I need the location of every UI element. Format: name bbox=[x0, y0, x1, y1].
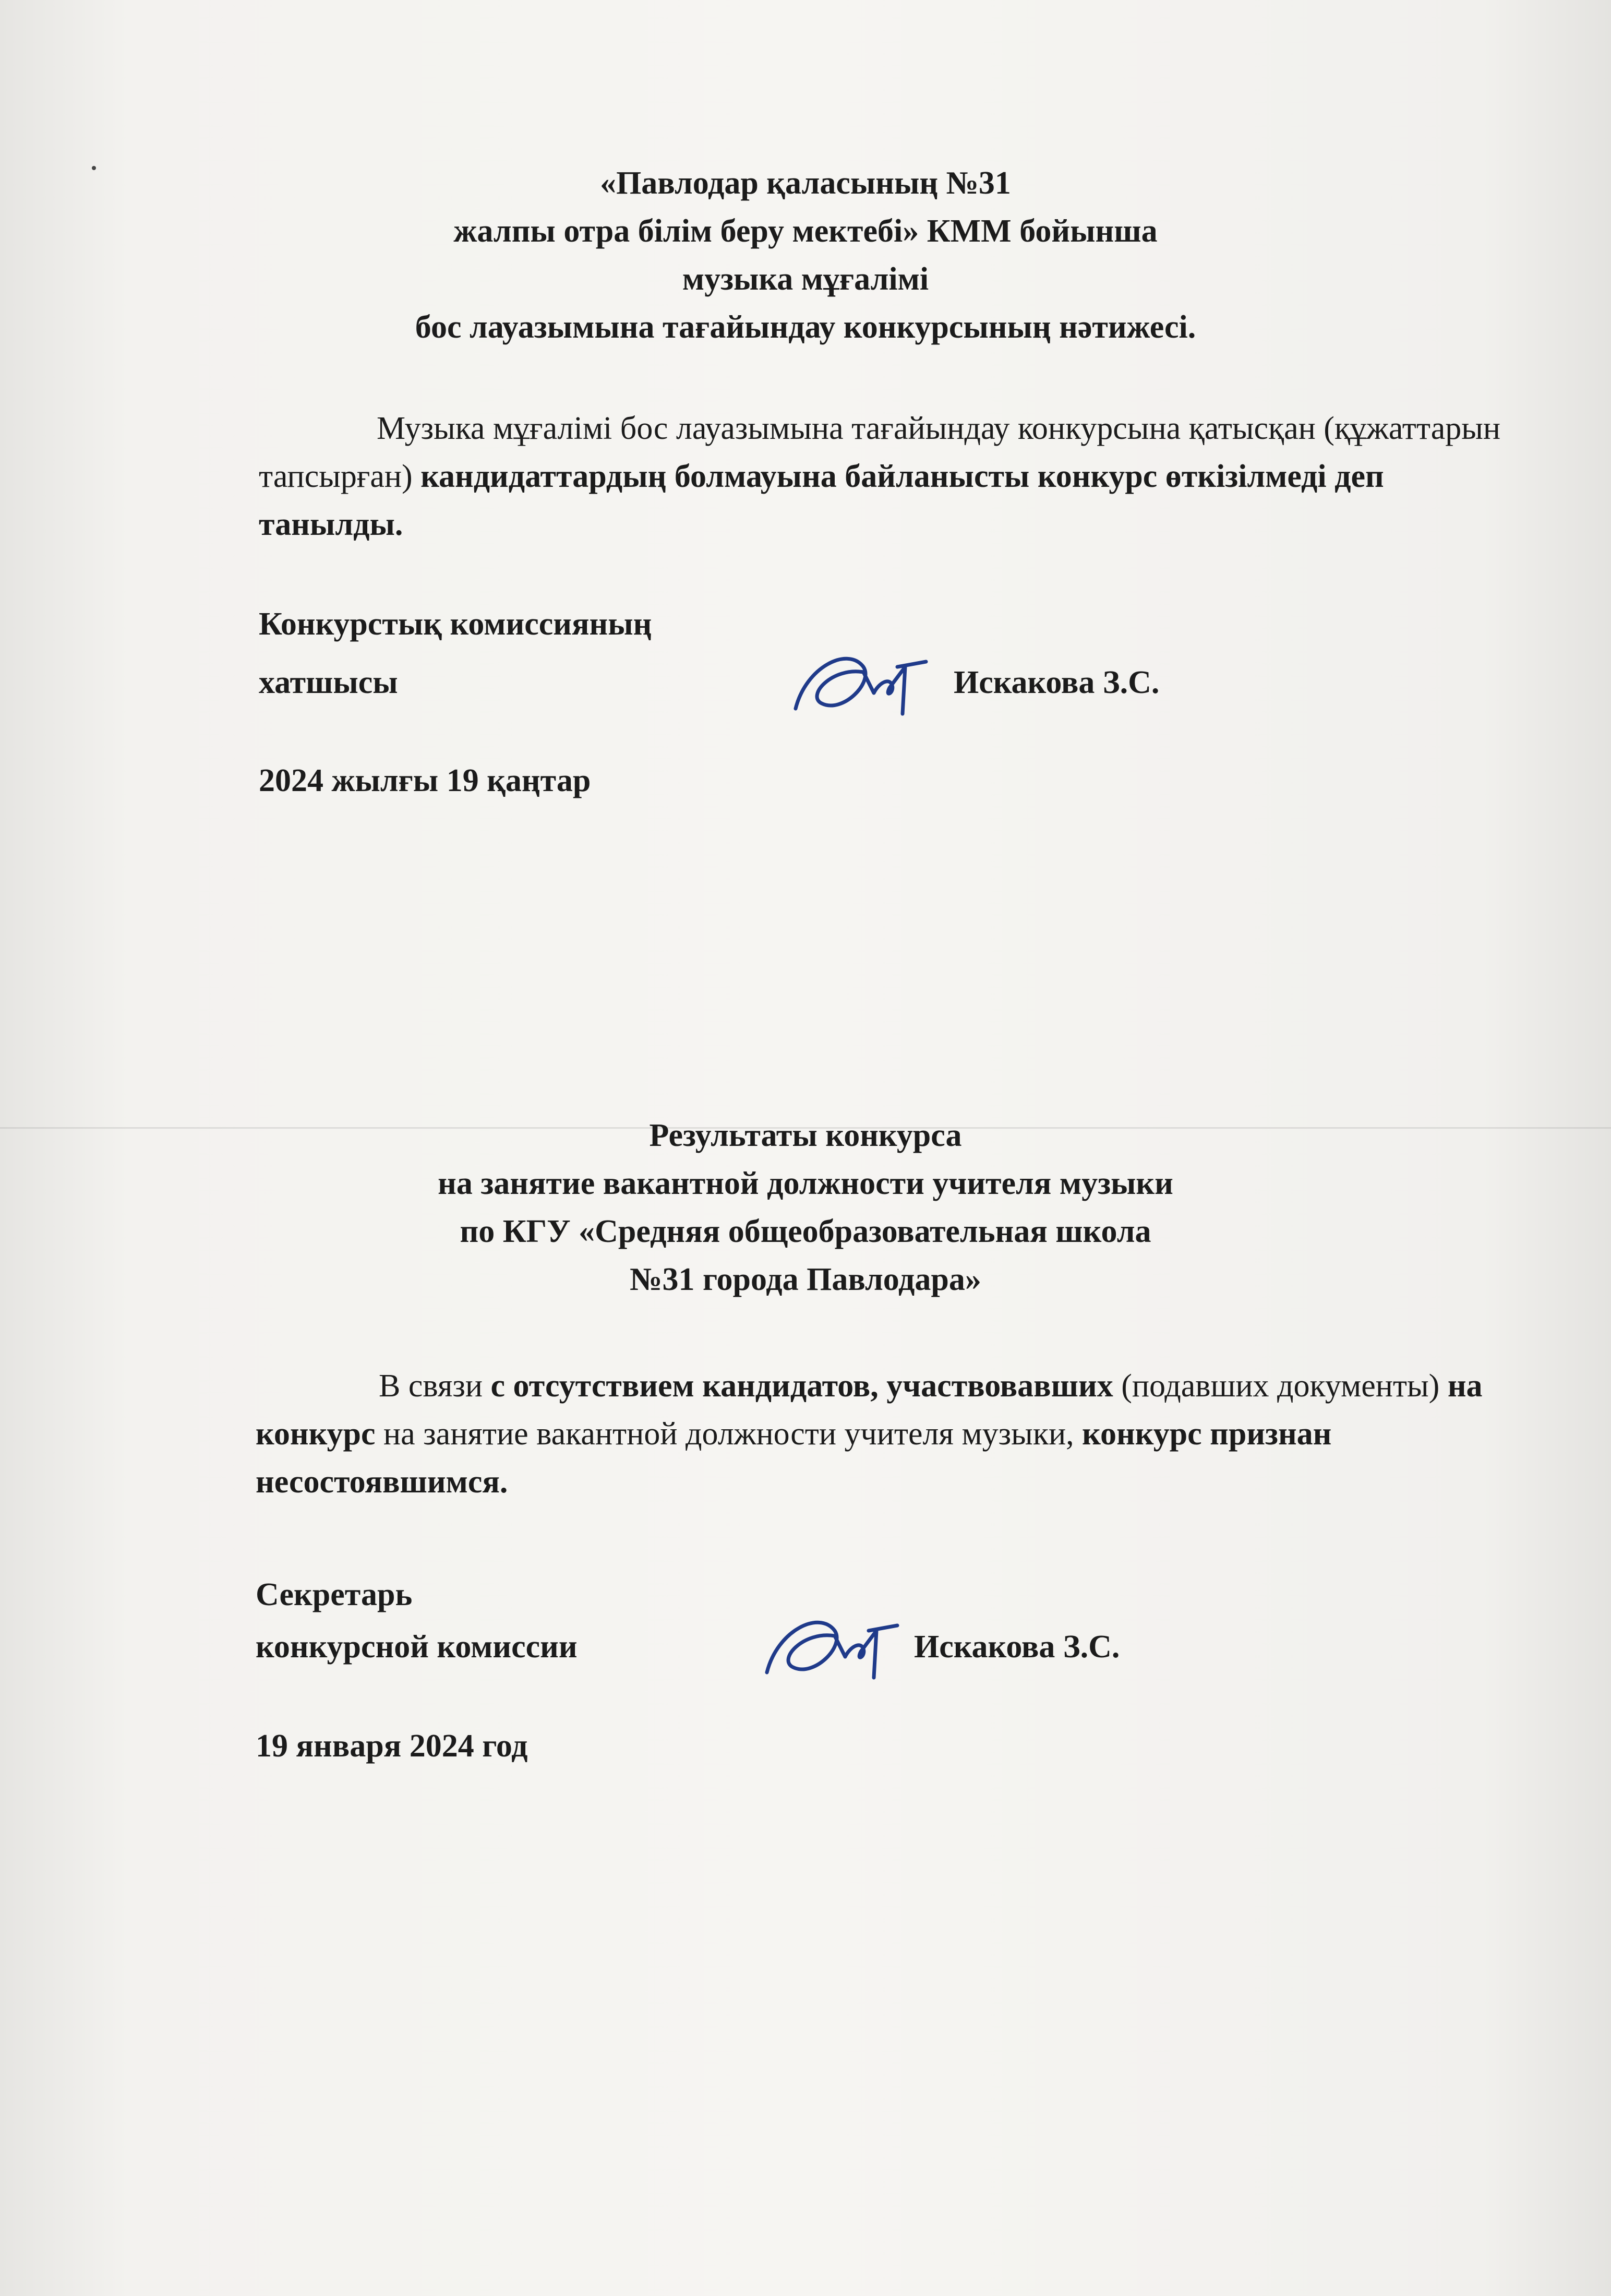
ru-paragraph bbox=[256, 1362, 1523, 1506]
kz-title-line-4: бос лауазымына тағайындау конкурсының нәтижесі. bbox=[415, 309, 1196, 345]
kz-signer-label-1: Конкурстық комиссияның bbox=[259, 606, 652, 642]
ru-signer-name: Искакова З.С. bbox=[914, 1629, 1120, 1665]
ru-paragraph-text-1: В связи bbox=[379, 1368, 491, 1404]
ru-paragraph-text-3: на занятие вакантной должности учителя музыки, bbox=[375, 1416, 1083, 1452]
ru-title-line-2: на занятие вакантной должности учителя музыки bbox=[438, 1166, 1173, 1201]
kz-signer-label-2: хатшысы bbox=[259, 665, 398, 700]
ru-paragraph-bold-1: с отсутствием кандидатов, участвовавших bbox=[490, 1368, 1113, 1404]
handwritten-signature-icon bbox=[756, 1599, 908, 1699]
ru-title-line-4: №31 города Павлодара» bbox=[630, 1262, 981, 1297]
kz-title-line-3: музыка мұғалімі bbox=[682, 261, 929, 297]
ru-paragraph-bold-3: конкурс признан несостоявшимся. bbox=[256, 1416, 1332, 1500]
ru-signer-label-2: конкурсной комиссии bbox=[256, 1629, 578, 1665]
ru-title-line-1: Результаты конкурса bbox=[649, 1118, 962, 1153]
ru-title-line-3: по КГУ «Средняя общеобразовательная школа bbox=[460, 1214, 1151, 1249]
ru-signer-label-1: Секретарь bbox=[256, 1577, 413, 1612]
ru-paragraph-text-2: (подавших документы) bbox=[1113, 1368, 1448, 1404]
kz-paragraph-bold: кандидаттардың болмауына байланысты конкурс өткізілмеді деп танылды. bbox=[259, 459, 1384, 542]
kz-paragraph-text: Музыка мұғалімі бос лауазымына тағайындау конкурсына қатысқан (құжаттарын тапсырған) bbox=[259, 411, 1501, 494]
ru-paragraph-bold-2: на конкурс bbox=[256, 1368, 1483, 1452]
kz-title-line-1: «Павлодар қаласының №31 bbox=[600, 165, 1011, 201]
kz-paragraph bbox=[259, 404, 1521, 548]
kz-title-line-2: жалпы отра білім беру мектебі» КММ бойынша bbox=[453, 213, 1158, 249]
ru-date: 19 января 2024 год bbox=[256, 1728, 528, 1764]
kz-signer-name: Искакова З.С. bbox=[954, 665, 1160, 700]
kz-date: 2024 жылғы 19 қаңтар bbox=[259, 763, 591, 798]
handwritten-signature-icon bbox=[785, 636, 936, 735]
